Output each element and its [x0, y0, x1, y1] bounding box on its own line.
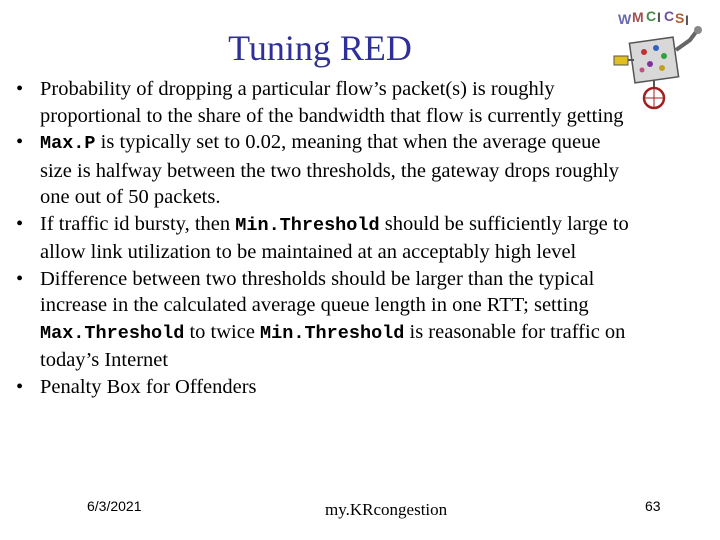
svg-text:I: I: [657, 9, 661, 25]
bullet-text: is typically set to 0.02, meaning that when the average queue size is halfway between the two thresholds, the gateway drops roughly one out of 50 packets.: [40, 131, 619, 208]
bullet-marker: •: [16, 267, 24, 290]
svg-text:S: S: [675, 10, 685, 26]
bullet-marker: •: [16, 212, 24, 235]
slide-number: 63: [645, 498, 661, 514]
code-term: Max.Threshold: [40, 322, 185, 344]
bullet-text: Probability of dropping a particular flow’s packet(s) is roughly proportional to the share of the bandwidth that flow is currently getting: [40, 78, 624, 127]
bullet-item: [16, 76, 631, 129]
code-term: Max.P: [40, 133, 96, 154]
slide-title: Tuning RED: [228, 28, 412, 68]
bullet-text: If traffic id bursty, then: [40, 212, 236, 235]
svg-text:C: C: [646, 8, 657, 24]
svg-text:M: M: [632, 9, 644, 25]
svg-text:W: W: [618, 11, 632, 27]
bullet-text: Penalty Box for Offenders: [40, 375, 257, 398]
code-term: Min.Threshold: [235, 214, 380, 236]
bullet-text: is reasonable for traffic on today’s Internet: [40, 320, 626, 371]
footer-date: 6/3/2021: [87, 498, 142, 514]
bullet-marker: •: [16, 78, 24, 100]
bullet-item: [16, 374, 631, 401]
bullet-item: [16, 266, 631, 374]
svg-text:C: C: [664, 8, 675, 24]
footer-title: my.KRcongestion: [325, 500, 448, 519]
code-term: Min.Threshold: [260, 322, 405, 344]
bullet-marker: •: [16, 131, 24, 153]
bullet-text: should be sufficiently large to allow link utilization to be maintained at an acceptably high level: [40, 212, 629, 263]
bullet-list: [16, 76, 631, 400]
bullet-item: [16, 211, 631, 266]
bullet-text: Difference between two thresholds should be larger than the typical increase in the calculated average queue length in one RTT; setting: [40, 267, 595, 316]
bullet-text: to twice: [184, 320, 261, 343]
bullet-item: [16, 129, 631, 211]
bullet-marker: •: [16, 375, 24, 398]
svg-text:I: I: [685, 12, 689, 28]
